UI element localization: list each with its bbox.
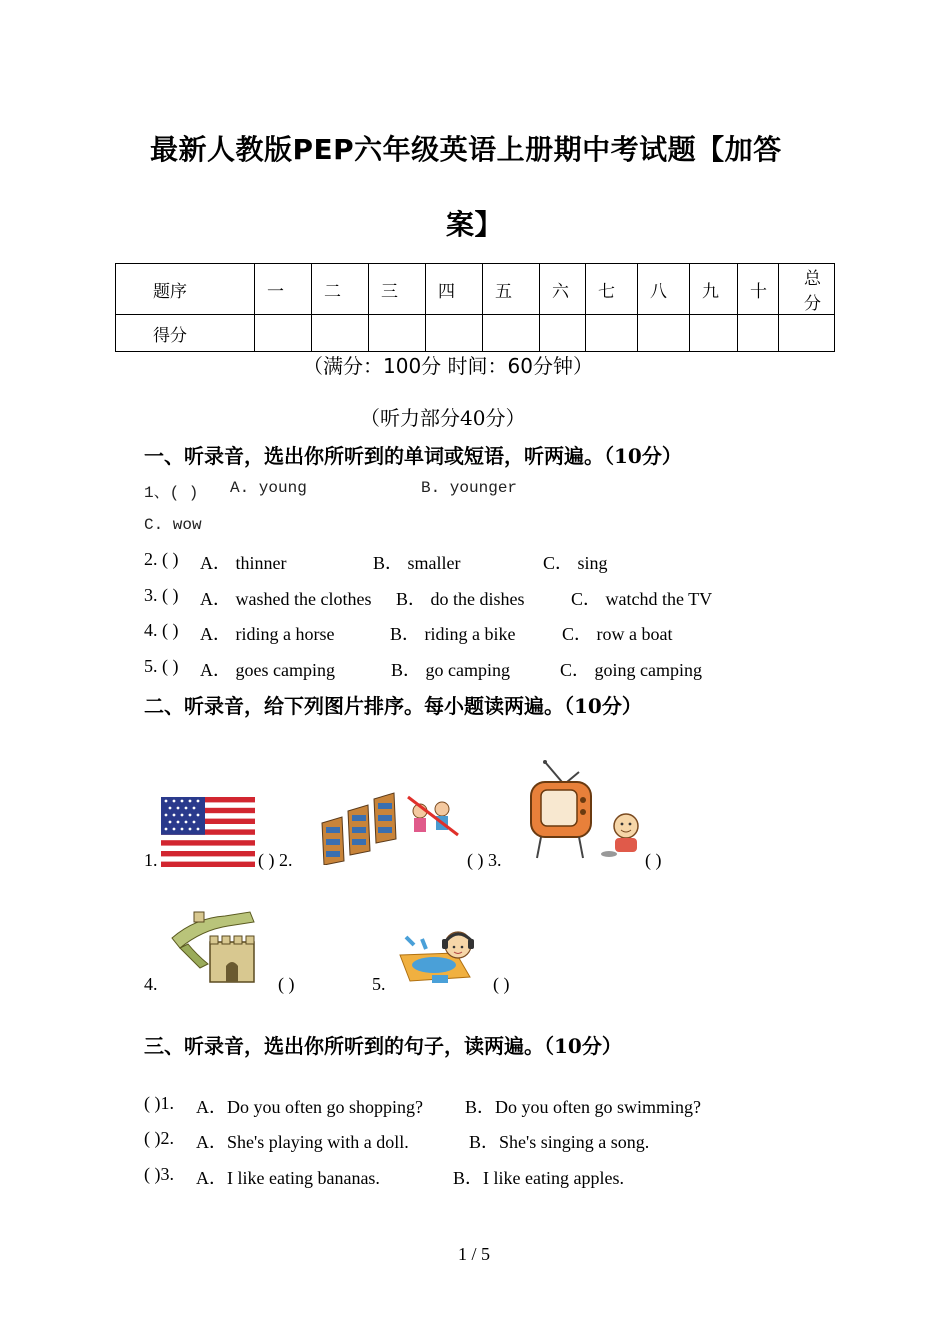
score-input-cell[interactable] [690,315,738,352]
score-input-cell[interactable] [312,315,369,352]
score-input-cell[interactable] [369,315,426,352]
pic5-number: 5. [372,974,386,994]
pic1-number: 1. [144,850,158,870]
pic5-answer-blank[interactable]: ( ) [493,974,510,994]
tv-watching-picture [527,760,647,865]
score-table-score-row [116,315,835,352]
score-input-cell[interactable] [483,315,540,352]
table-cell: 七 [586,264,638,315]
q4-number: 4. ( ) [144,620,179,640]
s3-q1-number: ( )1. [144,1093,174,1113]
table-cell: 九 [690,264,738,315]
page-title-continued: 案】 [446,208,504,241]
section2-heading: 二、听录音，给下列图片排序。每小题读两遍。（10分） [144,694,642,718]
table-cell: 八 [638,264,690,315]
q3-option-c: C． watchd the TV [571,589,713,609]
table-cell: 三 [369,264,426,315]
q2-option-c: C． sing [543,553,608,573]
pic3-answer-blank[interactable]: ( ) [645,850,662,870]
table-cell: 六 [540,264,586,315]
section3-heading: 三、听录音，选出你所听到的句子，读两遍。（10分） [144,1034,622,1058]
q1-number: 1、( ) [144,484,199,502]
q2-option-a: A． thinner [200,553,287,573]
s3-q3-number: ( )3. [144,1164,174,1184]
q4-option-c: C． row a boat [562,624,673,644]
q5-number: 5. ( ) [144,656,179,676]
table-cell: 十 [738,264,779,315]
score-input-cell[interactable] [426,315,483,352]
page-title: 最新人教版PEP六年级英语上册期中考试题【加答 [150,133,782,166]
table-cell: 题序 [116,264,255,315]
great-wall-picture [170,908,260,986]
us-flag-picture [161,797,255,867]
s3-q2-number: ( )2. [144,1128,174,1148]
score-input-cell[interactable] [738,315,779,352]
table-cell: 总分 [779,264,835,315]
table-cell: 一 [255,264,312,315]
q2-number: 2. ( ) [144,549,179,569]
score-table-header-row [116,264,835,315]
q3-number: 3. ( ) [144,585,179,605]
q2-option-b: B． smaller [373,553,461,573]
table-cell: 得分 [116,315,255,352]
section1-heading: 一、听录音，选出你所听到的单词或短语，听两遍。（10分） [144,444,682,468]
s3-q1-option-b: B．Do you often go swimming? [465,1097,701,1117]
q1-option-c: C. wow [144,516,202,534]
girl-listening-picture [396,925,486,987]
table-cell: 四 [426,264,483,315]
table-cell: 二 [312,264,369,315]
q5-option-b: B． go camping [391,660,510,680]
score-input-cell[interactable] [540,315,586,352]
q3-option-a: A． washed the clothes [200,589,372,609]
q1-option-b: B. younger [421,479,518,497]
listening-header: （听力部分40分） [360,406,526,430]
pic4-answer-blank[interactable]: ( ) [278,974,295,994]
score-input-cell[interactable] [638,315,690,352]
score-table [115,263,835,352]
page-number: 1 / 5 [458,1244,491,1264]
score-input-cell[interactable] [779,315,835,352]
score-input-cell[interactable] [255,315,312,352]
s3-q2-option-b: B．She's singing a song. [469,1132,650,1152]
q1-option-a: A. young [230,479,307,497]
q4-option-b: B． riding a bike [390,624,516,644]
q5-option-c: C． going camping [560,660,702,680]
table-cell: 五 [483,264,540,315]
q3-option-b: B． do the dishes [396,589,525,609]
s3-q1-option-a: A．Do you often go shopping? [196,1097,423,1117]
score-input-cell[interactable] [586,315,638,352]
pic2-answer-blank[interactable]: ( ) 3. [467,850,502,870]
bookshelves-picture [320,785,465,865]
q5-option-a: A． goes camping [200,660,335,680]
s3-q2-option-a: A．She's playing with a doll. [196,1132,409,1152]
s3-q3-option-b: B．I like eating apples. [453,1168,624,1188]
q4-option-a: A． riding a horse [200,624,335,644]
pic4-number: 4. [144,974,158,994]
s3-q3-option-a: A．I like eating bananas. [196,1168,380,1188]
pic1-answer-blank[interactable]: ( ) 2. [258,850,293,870]
exam-note: （满分：100分 时间：60分钟） [303,354,593,378]
